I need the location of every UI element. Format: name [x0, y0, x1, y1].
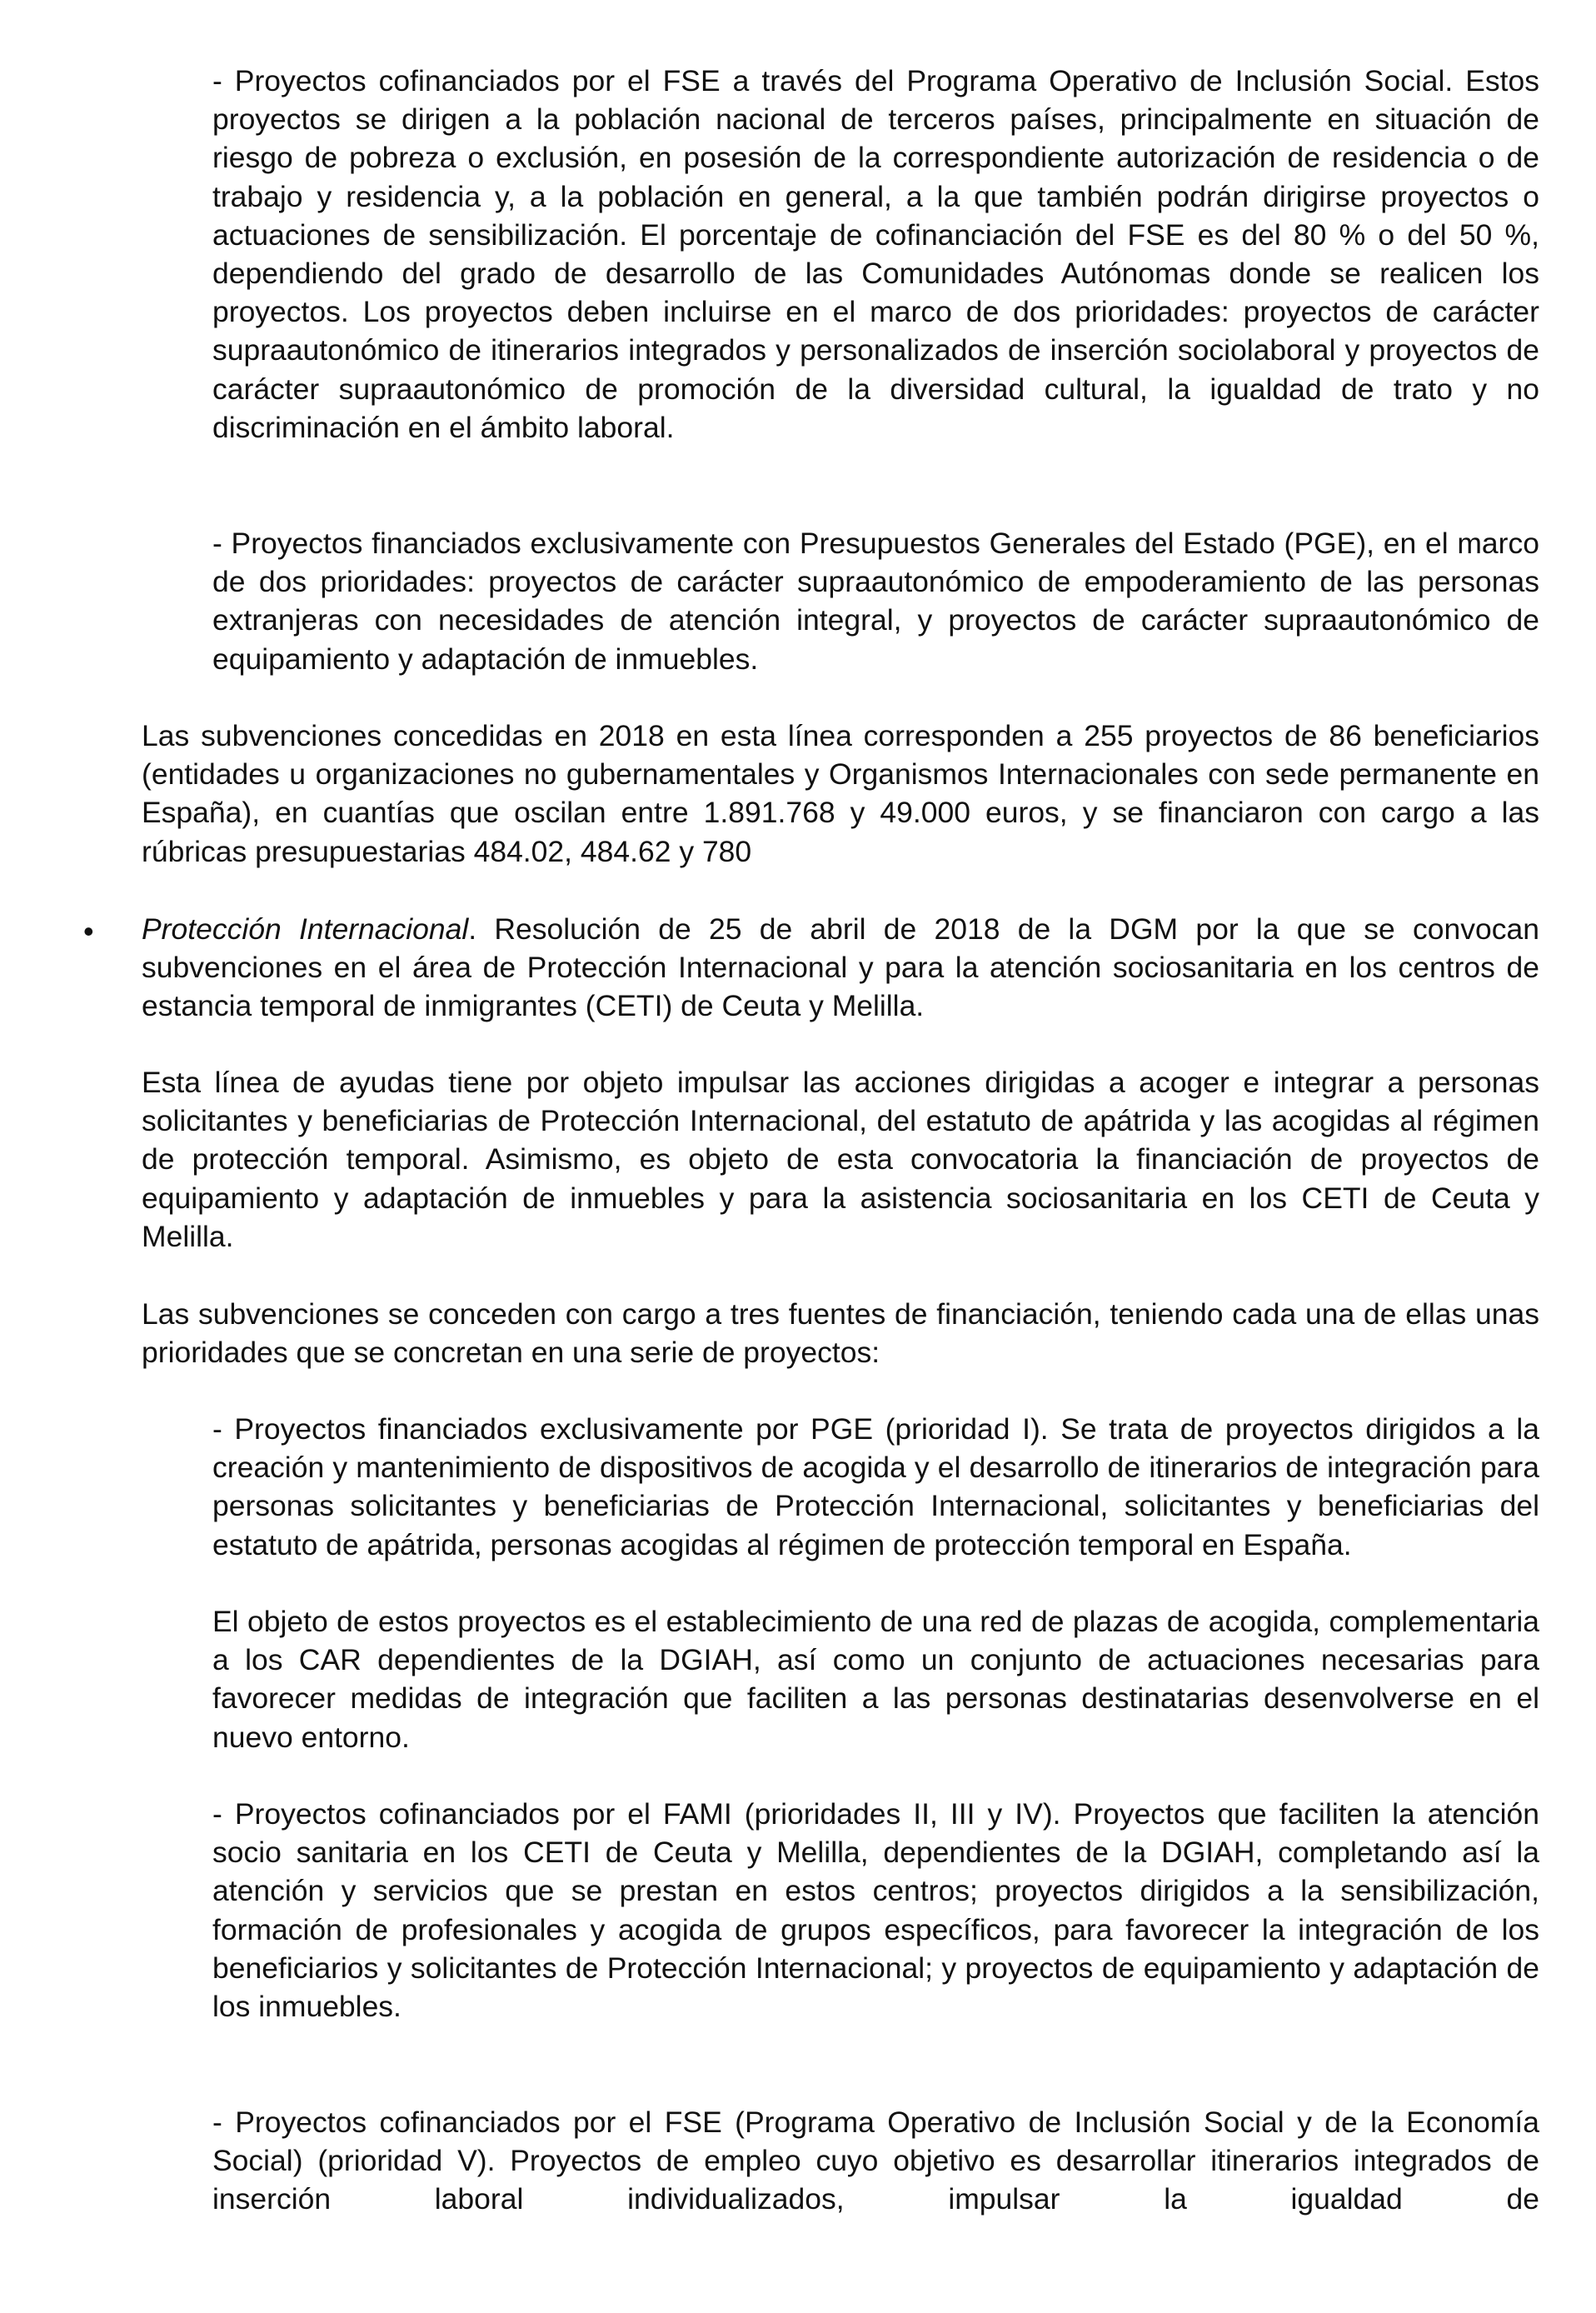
bullet-title: Protección Internacional: [142, 912, 469, 946]
paragraph-fse-projects: - Proyectos cofinanciados por el FSE a través del Programa Operativo de Inclusión Social. Estos proyectos se dirigen a la población nacional de terceros países, principalmente en situación de riesgo de pobreza o exclusión, en posesión de la correspondiente autorización de residencia o de trabajo y residencia y, a la población en general, a la que también podrán dirigirse proyectos o actuaciones de sensibilización. El porcentaje de cofinanciación del FSE es del 80 % o del 50 %, dependiendo del grado de desarrollo de las Comunidades Autónomas donde se realicen los proyectos. Los proyectos deben incluirse en el marco de dos prioridades: proyectos de carácter supraautonómico de itinerarios integrados y personalizados de inserción sociolaboral y proyectos de carácter supraautonómico de promoción de la diversidad cultural, la igualdad de trato y no discriminación en el ámbito laboral.: [212, 64, 1539, 444]
paragraph-international-protection: [142, 910, 1539, 1026]
bullet-icon: •: [83, 914, 94, 948]
paragraph-priority-one: - Proyectos financiados exclusivamente por PGE (prioridad I). Se trata de proyectos dirigidos a la creación y mantenimiento de dispositivos de acogida y el desarrollo de itinerarios de integración para personas solicitantes y beneficiarias de Protección Internacional, solicitantes y beneficiarias del estatuto de apátrida, personas acogidas al régimen de protección temporal en España.: [212, 1412, 1539, 1561]
paragraph-fami-projects: - Proyectos cofinanciados por el FAMI (prioridades II, III y IV). Proyectos que faciliten la atención socio sanitaria en los CETI de Ceuta y Melilla, dependientes de la DGIAH, completando así la atención y servicios que se prestan en estos centros; proyectos dirigidos a la sensibilización, formación de profesionales y acogida de grupos específicos, para favorecer la integración de los beneficiarios y solicitantes de Protección Internacional; y proyectos de equipamiento y adaptación de los inmuebles.: [212, 1797, 1539, 2024]
paragraph-reception-network: El objeto de estos proyectos es el establecimiento de una red de plazas de acogida, complementaria a los CAR dependientes de la DGIAH, así como un conjunto de actuaciones necesarias para favorecer medidas de integración que faciliten a las personas destinatarias desenvolverse en el nuevo entorno.: [212, 1605, 1539, 1754]
paragraph-aid-objective: Esta línea de ayudas tiene por objeto impulsar las acciones dirigidas a acoger e integrar a personas solicitantes y beneficiarias de Protección Internacional, del estatuto de apátrida y las acogidas al régimen de protección temporal. Asimismo, es objeto de esta convocatoria la financiación de proyectos de equipamiento y adaptación de inmuebles y para la asistencia sociosanitaria en los CETI de Ceuta y Melilla.: [142, 1066, 1539, 1253]
paragraph-pge-projects: - Proyectos financiados exclusivamente con Presupuestos Generales del Estado (PGE), en el marco de dos prioridades: proyectos de carácter supraautonómico de empoderamiento de las personas extranjeras con necesidades de atención integral, y proyectos de carácter supraautonómico de equipamiento y adaptación de inmuebles.: [212, 527, 1539, 676]
bullet-text: . Resolución de 25 de abril de 2018 de la DGM por la que se convocan subvenciones en el área de Protección Internacional y para la atención sociosanitaria en los centros de estancia temporal de inmigrantes (CETI) de Ceuta y Melilla.: [142, 912, 1539, 1023]
paragraph-subsidies-2018: Las subvenciones concedidas en 2018 en esta línea corresponden a 255 proyectos de 86 beneficiarios (entidades u organizaciones no gubernamentales y Organismos Internacionales con sede permanente en España), en cuantías que oscilan entre 1.891.768 y 49.000 euros, y se financiaron con cargo a las rúbricas presupuestarias 484.02, 484.62 y 780: [142, 719, 1539, 868]
paragraph-funding-sources: Las subvenciones se conceden con cargo a tres fuentes de financiación, teniendo cada una de ellas unas prioridades que se concretan en una serie de proyectos:: [142, 1297, 1539, 1370]
paragraph-fse-employment-projects: - Proyectos cofinanciados por el FSE (Programa Operativo de Inclusión Social y de la Economía Social) (prioridad V). Proyectos de empleo cuyo objetivo es desarrollar itinerarios integrados de inserción laboral individualizados, impulsar la igualdad de: [212, 2106, 1539, 2216]
